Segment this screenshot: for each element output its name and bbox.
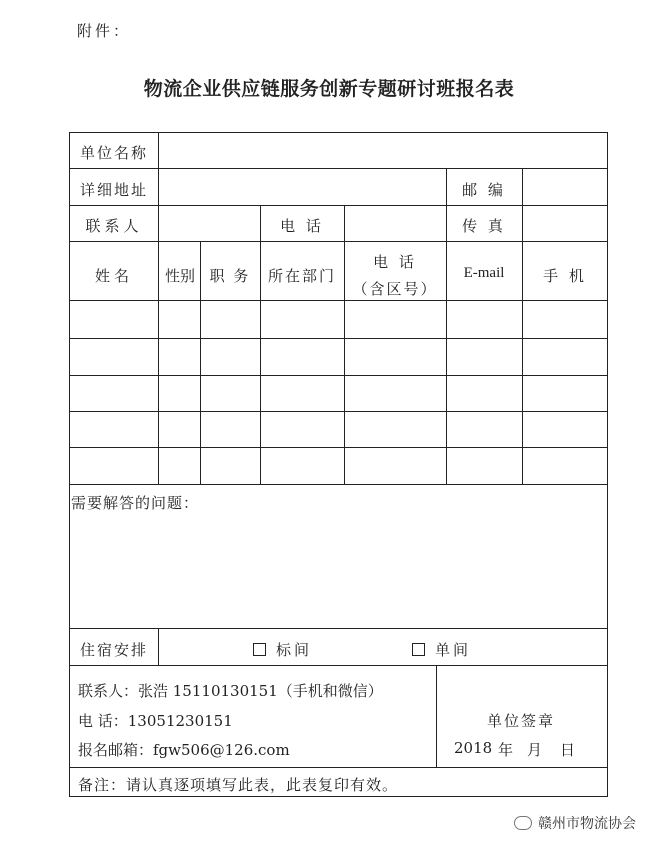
attendee-email-input[interactable] [446,447,523,485]
signature-year-unit: 年 [498,741,514,759]
address-input[interactable] [158,168,447,206]
attendee-email-input[interactable] [446,375,523,412]
attendee-name-input[interactable] [69,411,159,448]
attendee-phone-input[interactable] [344,375,447,412]
attendee-mobile-input[interactable] [522,375,608,412]
standard-room-label: 标间 [276,641,313,659]
header-phone-line2: （含区号） [352,280,438,298]
header-email: E-mail [463,265,505,281]
single-room-label: 单间 [435,641,472,659]
attendee-position-input[interactable] [200,338,261,376]
fax-label: 传 真 [462,217,506,235]
attendee-department-input[interactable] [260,300,345,339]
header-phone-line1: 电 话 [373,253,417,271]
attendee-position-input[interactable] [200,411,261,448]
postcode-label: 邮 编 [462,181,506,199]
accommodation-options-cell [158,628,608,666]
header-position: 职 务 [209,267,251,285]
attendee-phone-input[interactable] [344,300,447,339]
attendee-department-input[interactable] [260,447,345,485]
attendee-mobile-input[interactable] [522,411,608,448]
org-name-label: 单位名称 [79,144,149,162]
attendee-phone-input[interactable] [344,338,447,376]
attendee-gender-input[interactable] [158,300,201,339]
header-mobile: 手 机 [543,267,587,285]
attendee-mobile-input[interactable] [522,300,608,339]
phone-input[interactable] [344,205,447,242]
attachment-label: 附件： [77,22,132,40]
header-department: 所在部门 [267,267,337,285]
single-room-checkbox[interactable] [412,643,425,656]
contact-input[interactable] [158,205,261,242]
attendee-email-input[interactable] [446,300,523,339]
contact-info-line1: 联系人：张浩 15110130151（手机和微信） [78,682,383,700]
fax-input[interactable] [522,205,608,242]
signature-year: 2018 [454,739,493,757]
attendee-name-input[interactable] [69,447,159,485]
attendee-department-input[interactable] [260,411,345,448]
watermark-text: 赣州市物流协会 [538,816,636,832]
note-text: 备注：请认真逐项填写此表，此表复印有效。 [78,776,399,794]
attendee-department-input[interactable] [260,375,345,412]
attendee-mobile-input[interactable] [522,447,608,485]
signature-day-unit: 日 [560,741,576,759]
attendee-email-input[interactable] [446,338,523,376]
header-name: 姓名 [94,267,134,285]
attendee-phone-input[interactable] [344,447,447,485]
attendee-position-input[interactable] [200,300,261,339]
attendee-position-input[interactable] [200,447,261,485]
attendee-department-input[interactable] [260,338,345,376]
attendee-name-input[interactable] [69,338,159,376]
postcode-input[interactable] [522,168,608,206]
contact-info-line3: 报名邮箱：fgw506@126.com [78,741,290,759]
signature-label: 单位签章 [486,712,556,730]
watermark [514,813,636,833]
attendee-gender-input[interactable] [158,375,201,412]
org-name-input[interactable] [158,132,608,169]
accommodation-label: 住宿安排 [79,641,149,659]
attendee-name-input[interactable] [69,300,159,339]
wechat-icon [514,816,532,830]
questions-label: 需要解答的问题： [71,494,200,512]
phone-label: 电 话 [280,217,324,235]
signature-month-unit: 月 [527,741,543,759]
attendee-name-input[interactable] [69,375,159,412]
contact-info-line2: 电 话：13051230151 [78,712,233,730]
attendee-phone-input[interactable] [344,411,447,448]
standard-room-checkbox[interactable] [253,643,266,656]
attendee-position-input[interactable] [200,375,261,412]
form-title: 物流企业供应链服务创新专题研讨班报名表 [143,78,515,100]
header-gender: 性别 [164,267,196,285]
address-label: 详细地址 [79,181,149,199]
attendee-gender-input[interactable] [158,411,201,448]
attendee-email-input[interactable] [446,411,523,448]
attendee-mobile-input[interactable] [522,338,608,376]
attendee-gender-input[interactable] [158,338,201,376]
contact-label: 联系人 [85,217,143,235]
attendee-gender-input[interactable] [158,447,201,485]
